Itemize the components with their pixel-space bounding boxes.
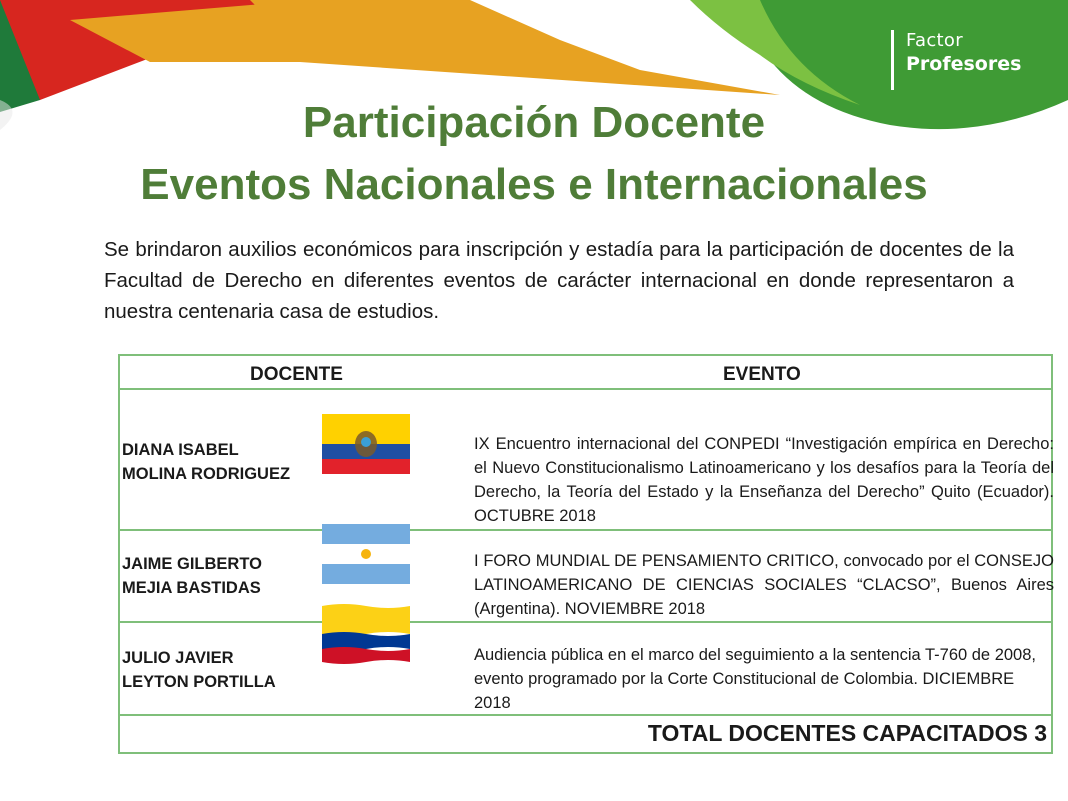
colombia-flag-icon	[322, 604, 410, 664]
row-1-evento: IX Encuentro internacional del CONPEDI “Investigación empírica en Derecho: el Nuevo Constitucionalismo Latinoamericano y los desafíos para la Teoría del Derecho, la Teoría del Estado y la Enseñanza del Derecho” Quito (Ecuador). OCTUBRE 2018	[474, 435, 1054, 525]
header-evento: EVENTO	[723, 364, 801, 385]
row-1-docente	[122, 438, 290, 486]
argentina-flag-icon	[322, 524, 410, 584]
row-1-divider	[120, 529, 1051, 531]
header-docente: DOCENTE	[250, 364, 343, 385]
logo-text-factor: Factor	[906, 30, 963, 51]
row-2-docente	[122, 552, 262, 600]
logo-text-profesores: Profesores	[906, 53, 1022, 75]
row-3-divider	[120, 714, 1051, 716]
row-3-docente	[122, 646, 276, 694]
factor-profesores-logo	[891, 30, 1021, 90]
page-title: Participación Docente	[302, 98, 766, 147]
row-2-name-last: MEJIA BASTIDAS	[122, 579, 261, 597]
row-3-evento: Audiencia pública en el marco del seguimiento a la sentencia T-760 de 2008, evento programado por la Corte Constitucional de Colombia. DICIEMBRE 2018	[474, 646, 1036, 712]
total-docentes: TOTAL DOCENTES CAPACITADOS 3	[647, 720, 1047, 746]
participation-table	[118, 354, 1053, 754]
intro-paragraph: Se brindaron auxilios económicos para inscripción y estadía para la participación de docentes de la Facultad de Derecho en diferentes eventos de carácter internacional en donde representaron a nuestra centenaria casa de estudios.	[104, 238, 1014, 323]
row-1-name-first: DIANA ISABEL	[122, 441, 239, 459]
ecuador-flag-icon	[322, 414, 410, 474]
row-2-name-first: JAIME GILBERTO	[122, 555, 262, 573]
row-1-name-last: MOLINA RODRIGUEZ	[122, 465, 291, 483]
row-3-name-last: LEYTON PORTILLA	[122, 673, 276, 691]
row-2-evento: I FORO MUNDIAL DE PENSAMIENTO CRITICO, convocado por el CONSEJO LATINOAMERICANO DE CIENCIAS SOCIALES “CLACSO”, Buenos Aires (Argentina). NOVIEMBRE 2018	[474, 552, 1054, 618]
row-3-name-first: JULIO JAVIER	[122, 649, 234, 667]
header-divider	[120, 388, 1051, 390]
row-2-divider	[120, 621, 1051, 623]
page-subtitle: Eventos Nacionales e Internacionales	[140, 160, 928, 209]
